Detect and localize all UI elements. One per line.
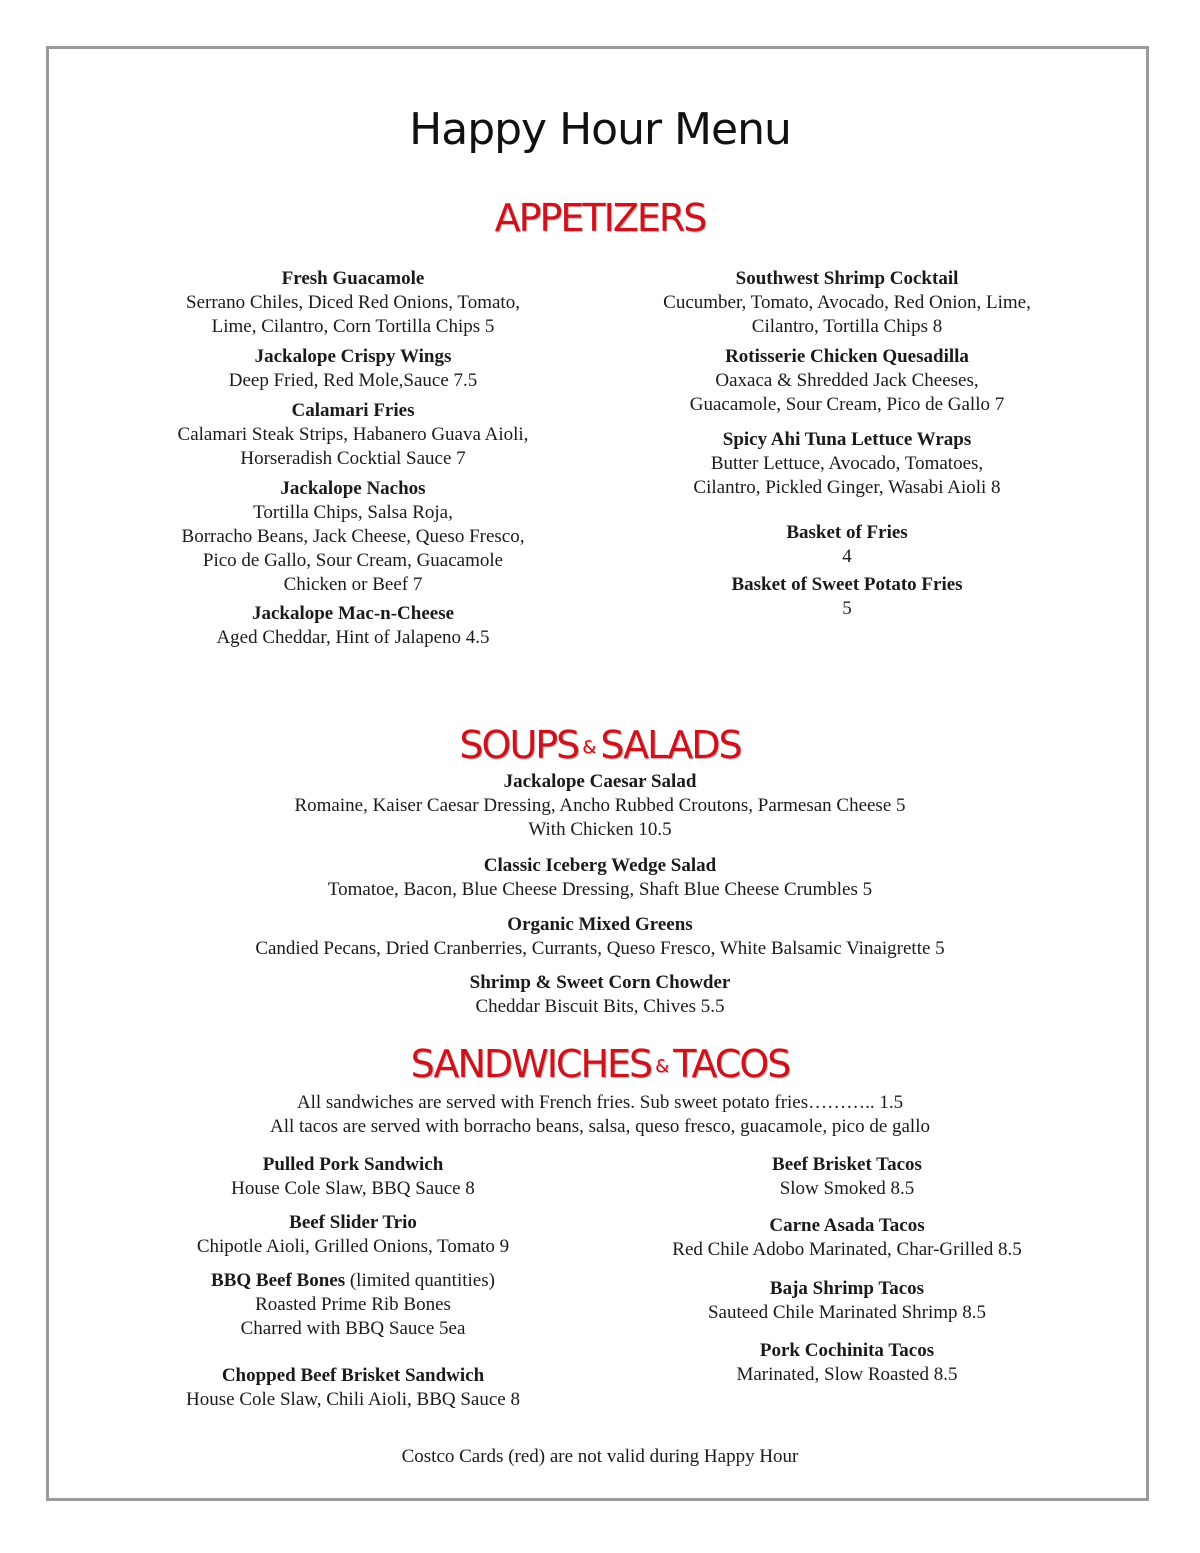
section-heading-soups-salads bbox=[0, 723, 1200, 767]
section-heading-part: SALADS bbox=[600, 723, 741, 767]
menu-item-description: Calamari Steak Strips, Habanero Guava Aioli, bbox=[177, 424, 529, 445]
menu-item-description: 4 bbox=[842, 546, 852, 567]
menu-item bbox=[103, 477, 603, 597]
menu-item-description: Charred with BBQ Sauce 5ea bbox=[240, 1318, 466, 1339]
menu-item-name: Spicy Ahi Tuna Lettuce Wraps bbox=[722, 429, 972, 450]
menu-item-description: Tomatoe, Bacon, Blue Cheese Dressing, Shaft Blue Cheese Crumbles 5 bbox=[327, 879, 873, 900]
menu-item-name: Rotisserie Chicken Quesadilla bbox=[725, 346, 969, 367]
section-heading-part: SANDWICHES bbox=[410, 1042, 652, 1086]
menu-item-name: Pork Cochinita Tacos bbox=[759, 1340, 935, 1361]
menu-item-description: Romaine, Kaiser Caesar Dressing, Ancho Rubbed Croutons, Parmesan Cheese 5 bbox=[294, 795, 906, 816]
menu-item bbox=[597, 573, 1097, 621]
section-heading-part: TACOS bbox=[673, 1042, 790, 1086]
menu-item-name: Jackalope Crispy Wings bbox=[254, 346, 452, 367]
section-heading-part: SOUPS bbox=[459, 723, 579, 767]
menu-item bbox=[100, 971, 1100, 1019]
page-title: Happy Hour Menu bbox=[409, 104, 791, 155]
menu-item bbox=[597, 267, 1097, 339]
menu-item bbox=[100, 770, 1100, 842]
section-heading-appetizers: APPETIZERS bbox=[494, 196, 706, 240]
menu-item bbox=[103, 1364, 603, 1412]
menu-item bbox=[597, 521, 1097, 569]
section-heading-ampersand: & bbox=[655, 1056, 670, 1077]
menu-item-name: Basket of Sweet Potato Fries bbox=[731, 574, 963, 595]
menu-item-description: Marinated, Slow Roasted 8.5 bbox=[736, 1364, 958, 1385]
menu-item-name: Calamari Fries bbox=[291, 400, 415, 421]
menu-item bbox=[100, 913, 1100, 961]
menu-item-description: Red Chile Adobo Marinated, Char-Grilled 8.5 bbox=[672, 1239, 1022, 1260]
menu-item-name: Fresh Guacamole bbox=[281, 268, 425, 289]
menu-item bbox=[597, 1339, 1097, 1387]
menu-item-name: Beef Brisket Tacos bbox=[772, 1154, 922, 1175]
sandwich-note: All sandwiches are served with French fries. Sub sweet potato fries……….. 1.5 bbox=[296, 1092, 904, 1113]
menu-item bbox=[597, 428, 1097, 500]
footer-note: Costco Cards (red) are not valid during Happy Hour bbox=[401, 1446, 799, 1467]
menu-item-description: Horseradish Cocktial Sauce 7 bbox=[240, 448, 466, 469]
menu-item bbox=[103, 602, 603, 650]
menu-item bbox=[597, 1214, 1097, 1262]
menu-item bbox=[597, 1277, 1097, 1325]
menu-item bbox=[597, 345, 1097, 417]
sandwich-notes bbox=[100, 1091, 1100, 1139]
menu-item bbox=[103, 267, 603, 339]
section-heading-sandwiches-tacos bbox=[0, 1042, 1200, 1086]
menu-item-description: Butter Lettuce, Avocado, Tomatoes, bbox=[710, 453, 984, 474]
menu-item bbox=[103, 1153, 603, 1201]
menu-item-description: Cilantro, Pickled Ginger, Wasabi Aioli 8 bbox=[693, 477, 1001, 498]
menu-item-name: Basket of Fries bbox=[786, 522, 908, 543]
menu-item-name: Southwest Shrimp Cocktail bbox=[735, 268, 959, 289]
menu-item-description: Aged Cheddar, Hint of Jalapeno 4.5 bbox=[216, 627, 490, 648]
menu-item-description: Sauteed Chile Marinated Shrimp 8.5 bbox=[707, 1302, 987, 1323]
menu-item-description: Chipotle Aioli, Grilled Onions, Tomato 9 bbox=[196, 1236, 510, 1257]
menu-item-description: Cucumber, Tomato, Avocado, Red Onion, Lime, bbox=[663, 292, 1031, 313]
taco-note: All tacos are served with borracho beans, salsa, queso fresco, guacamole, pico de gallo bbox=[269, 1116, 930, 1137]
menu-item-description: Cilantro, Tortilla Chips 8 bbox=[751, 316, 943, 337]
menu-item-description: Chicken or Beef 7 bbox=[283, 574, 423, 595]
menu-item-description: Oaxaca & Shredded Jack Cheeses, bbox=[715, 370, 979, 391]
menu-item-description: Borracho Beans, Jack Cheese, Queso Fresco, bbox=[181, 526, 525, 547]
menu-item-description: Tortilla Chips, Salsa Roja, bbox=[253, 502, 453, 523]
menu-item bbox=[103, 399, 603, 471]
menu-item-name: Beef Slider Trio bbox=[289, 1212, 417, 1233]
menu-item bbox=[597, 1153, 1097, 1201]
menu-item-name: Pulled Pork Sandwich bbox=[262, 1154, 444, 1175]
menu-item-name: Jackalope Nachos bbox=[280, 478, 426, 499]
menu-item bbox=[103, 1269, 603, 1341]
menu-item-name: Shrimp & Sweet Corn Chowder bbox=[469, 972, 731, 993]
menu-item-description: Lime, Cilantro, Corn Tortilla Chips 5 bbox=[211, 316, 495, 337]
menu-item-name: Carne Asada Tacos bbox=[769, 1215, 925, 1236]
menu-item-description: House Cole Slaw, Chili Aioli, BBQ Sauce 8 bbox=[186, 1389, 520, 1410]
menu-item-name: BBQ Beef Bones (limited quantities) bbox=[211, 1270, 495, 1291]
menu-item-description: House Cole Slaw, BBQ Sauce 8 bbox=[231, 1178, 475, 1199]
menu-item-description: Slow Smoked 8.5 bbox=[779, 1178, 915, 1199]
menu-item-description: Candied Pecans, Dried Cranberries, Currants, Queso Fresco, White Balsamic Vinaigrette 5 bbox=[255, 938, 945, 959]
menu-item-description: 5 bbox=[842, 598, 852, 619]
menu-item-description: With Chicken 10.5 bbox=[528, 819, 672, 840]
section-heading-ampersand: & bbox=[582, 737, 597, 758]
menu-item-name: Classic Iceberg Wedge Salad bbox=[483, 855, 717, 876]
menu-item-description: Cheddar Biscuit Bits, Chives 5.5 bbox=[475, 996, 725, 1017]
menu-item-description: Roasted Prime Rib Bones bbox=[255, 1294, 451, 1315]
menu-item-name: Jackalope Mac-n-Cheese bbox=[251, 603, 455, 624]
menu-item-name: Organic Mixed Greens bbox=[507, 914, 693, 935]
menu-item-description: Pico de Gallo, Sour Cream, Guacamole bbox=[202, 550, 504, 571]
menu-item-description: Serrano Chiles, Diced Red Onions, Tomato, bbox=[186, 292, 520, 313]
menu-item bbox=[103, 1211, 603, 1259]
menu-item-description: Deep Fried, Red Mole,Sauce 7.5 bbox=[228, 370, 478, 391]
menu-item-name: Jackalope Caesar Salad bbox=[503, 771, 697, 792]
menu-item-description: Guacamole, Sour Cream, Pico de Gallo 7 bbox=[689, 394, 1005, 415]
menu-item-name: Chopped Beef Brisket Sandwich bbox=[221, 1365, 485, 1386]
menu-item bbox=[100, 854, 1100, 902]
menu-item-name: Baja Shrimp Tacos bbox=[769, 1278, 925, 1299]
menu-item bbox=[103, 345, 603, 393]
menu-item-note: (limited quantities) bbox=[345, 1270, 495, 1291]
